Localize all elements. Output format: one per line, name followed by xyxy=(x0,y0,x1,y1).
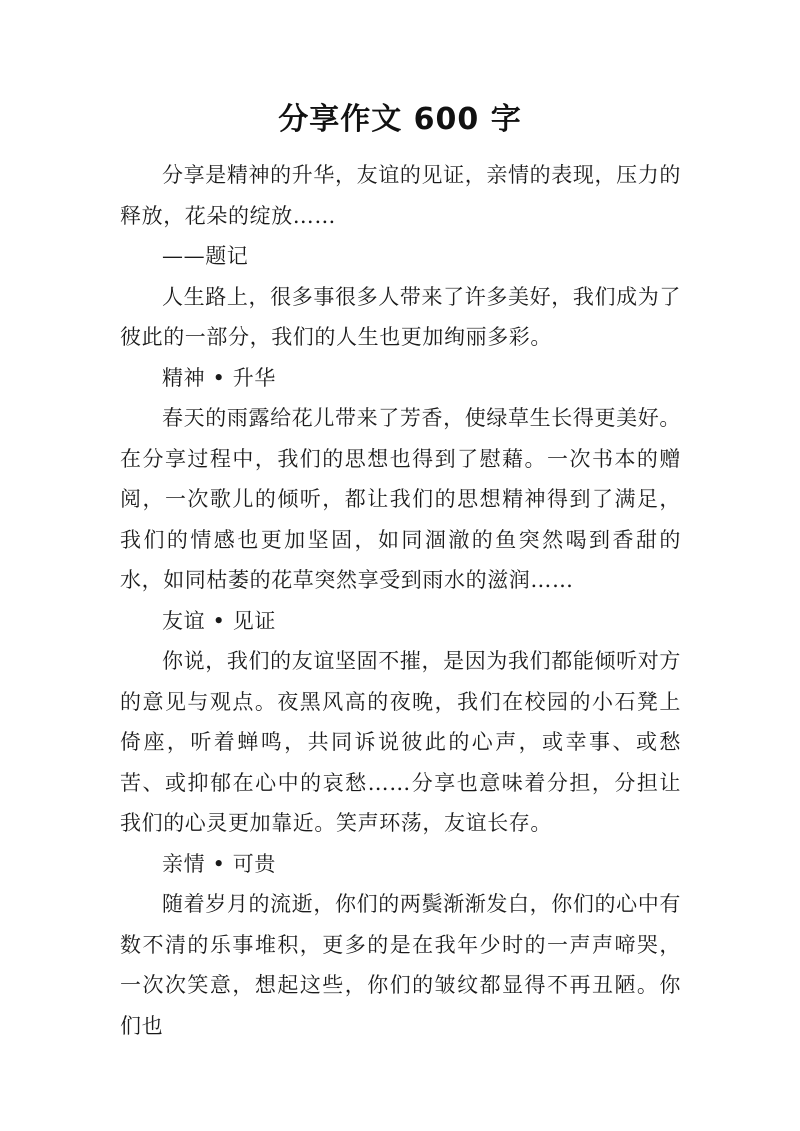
section-heading-spirit: 精神 • 升华 xyxy=(162,365,276,390)
paragraph-life: 人生路上，很多事很多人带来了许多美好，我们成为了彼此的一部分，我们的人生也更加绚丽多彩。 xyxy=(120,284,681,349)
paragraph-intro: 分享是精神的升华，友谊的见证，亲情的表现，压力的释放，花朵的绽放…… xyxy=(120,163,681,228)
paragraph-family: 随着岁月的流逝，你们的两鬓渐渐发白，你们的心中有数不清的乐事堆积，更多的是在我年少时的一声声啼哭，一次次笑意，想起这些，你们的皱纹都显得不再丑陋。你们也 xyxy=(120,892,681,1038)
epigraph-attribution: ——题记 xyxy=(162,244,249,268)
section-heading-friendship: 友谊 • 见证 xyxy=(162,608,276,633)
paragraph-friendship: 你说，我们的友谊坚固不摧，是因为我们都能倾听对方的意见与观点。夜黑风高的夜晚，我们在校园的小石凳上倚座，听着蝉鸣，共同诉说彼此的心声，或幸事、或愁苦、或抑郁在心中的哀愁……分享也意味着分担，分担让我们的心灵更加靠近。笑声环荡，友谊长存。 xyxy=(120,649,681,835)
paragraph-spirit: 春天的雨露给花儿带来了芳香，使绿草生长得更美好。在分享过程中，我们的思想也得到了慰藉。一次书本的赠阅，一次歌儿的倾听，都让我们的思想精神得到了满足，我们的情感也更加坚固，如同涸澈的鱼突然喝到香甜的水，如同枯萎的花草突然享受到雨水的滋润…… xyxy=(120,406,681,592)
document-body xyxy=(120,155,681,1046)
document-title: 分享作文 600 字 xyxy=(278,102,522,137)
section-heading-family: 亲情 • 可贵 xyxy=(162,851,276,876)
